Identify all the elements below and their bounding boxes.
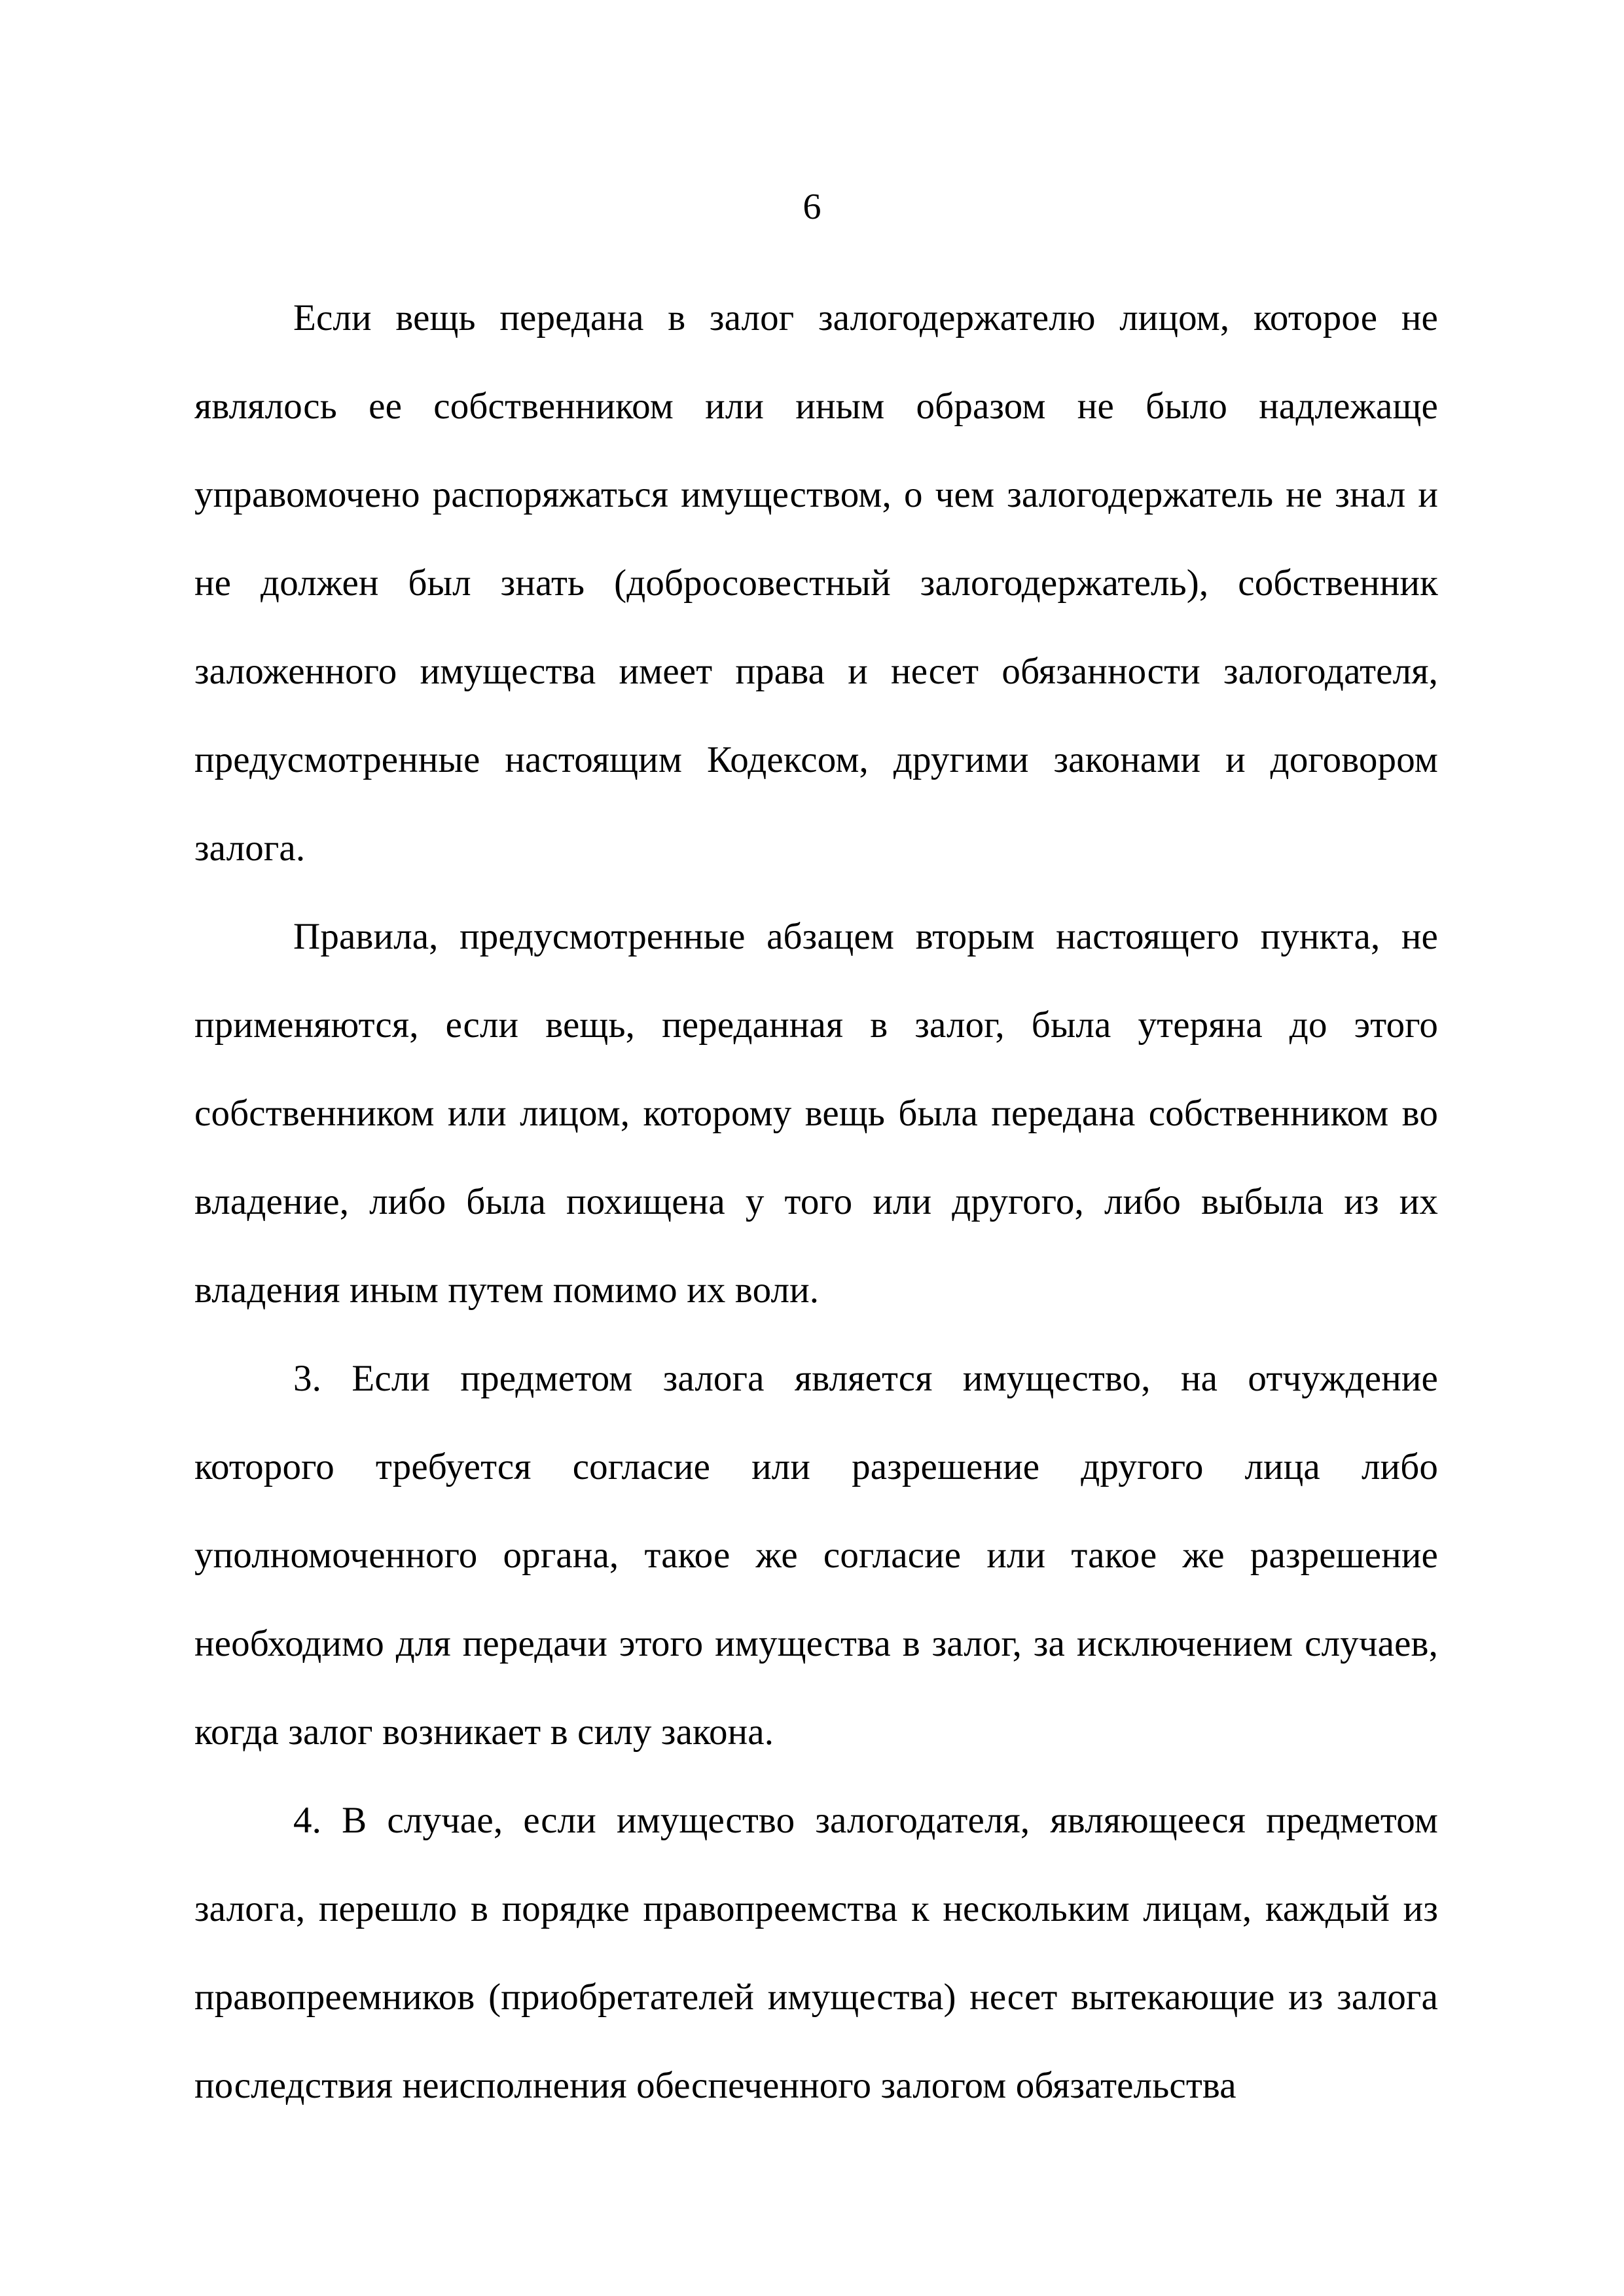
paragraph-item-4: 4. В случае, если имущество залогодателя, являющееся предметом залога, перешло в порядке правопреемства к нескольким лицам, каждый из правопреемников (приобретателей имущества) несет вытекающие из залога последствия неисполнения обеспеченного залогом обязательства <box>194 1800 1438 2106</box>
paragraph-item-3: 3. Если предметом залога является имущество, на отчуждение которого требуется согласие или разрешение другого лица либо уполномоченного органа, такое же согласие или такое же разрешение необходимо для передачи этого имущества в залог, за исключением случаев, когда залог возникает в силу закона. <box>194 1358 1438 1753</box>
document-body <box>194 274 1438 2130</box>
paragraph-bona-fide-pledgee: Если вещь передана в залог залогодержателю лицом, которое не являлось ее собственником или иным образом не было надлежаще управомочено распоряжаться имуществом, о чем залогодержатель не знал и не должен был знать (добросовестный залогодержатель), собственник заложенного имущества имеет права и несет обязанности залогодателя, предусмотренные настоящим Кодексом, другими законами и договором залога. <box>194 297 1438 869</box>
page-number: 6 <box>803 187 821 227</box>
paragraph-rules-exception: Правила, предусмотренные абзацем вторым настоящего пункта, не применяются, если вещь, переданная в залог, была утеряна до этого собственником или лицом, которому вещь была передана собственником во владение, либо была похищена у того или другого, либо выбыла из их владения иным путем помимо их воли. <box>194 916 1438 1311</box>
